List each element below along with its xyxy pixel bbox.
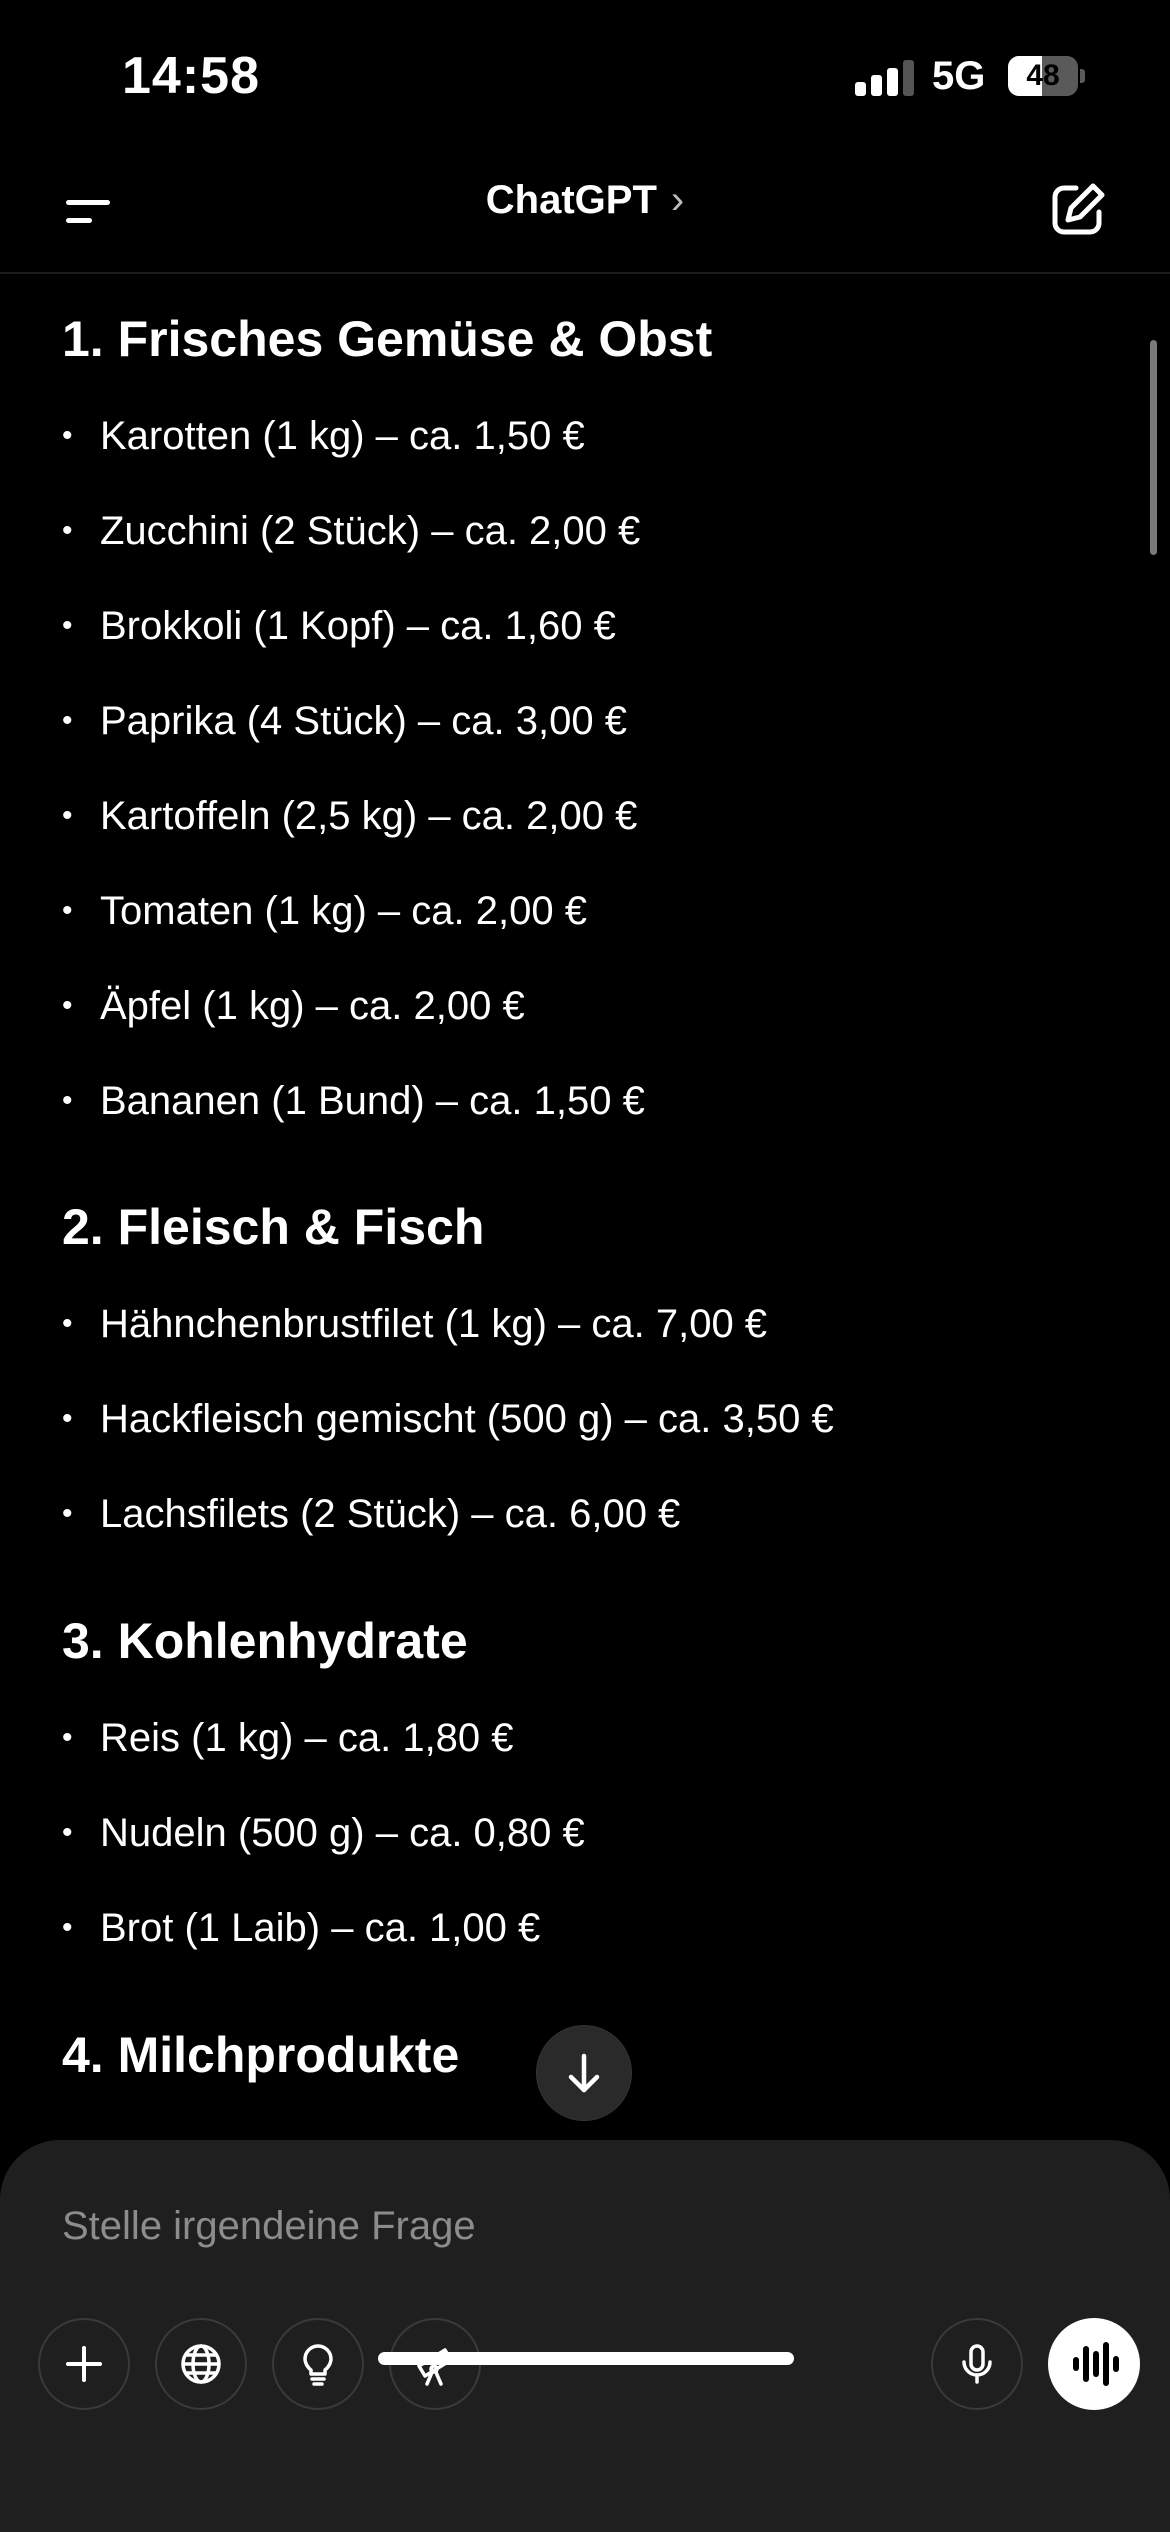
list-item: • Bananen (1 Bund) – ca. 1,50 € [62, 1079, 645, 1123]
message-composer [0, 2140, 1170, 2532]
reason-button[interactable] [272, 2318, 364, 2410]
list-item: • Kartoffeln (2,5 kg) – ca. 2,00 € [62, 794, 638, 838]
scrollbar[interactable] [1150, 340, 1157, 555]
arrow-down-icon [537, 2026, 631, 2120]
status-time: 14:58 [122, 47, 260, 105]
section-heading: 2. Fleisch & Fisch [62, 1199, 485, 1255]
status-bar [0, 0, 1170, 150]
web-search-button[interactable] [155, 2318, 247, 2410]
scroll-to-bottom-button[interactable] [537, 2026, 631, 2120]
list-item: • Brot (1 Laib) – ca. 1,00 € [62, 1906, 541, 1950]
dictation-button[interactable] [931, 2318, 1023, 2410]
model-selector[interactable] [0, 178, 1170, 223]
list-item: • Lachsfilets (2 Stück) – ca. 6,00 € [62, 1492, 681, 1536]
lightbulb-icon [294, 2340, 342, 2388]
new-chat-button[interactable] [1048, 180, 1108, 240]
microphone-icon [953, 2340, 1001, 2388]
edit-icon [1048, 180, 1108, 240]
list-item: • Karotten (1 kg) – ca. 1,50 € [62, 414, 585, 458]
plus-icon [60, 2340, 108, 2388]
app-header [0, 150, 1170, 274]
section-heading: 3. Kohlenhydrate [62, 1613, 468, 1669]
list-item: • Nudeln (500 g) – ca. 0,80 € [62, 1811, 585, 1855]
list-item: • Äpfel (1 kg) – ca. 2,00 € [62, 984, 525, 1028]
globe-icon [177, 2340, 225, 2388]
battery-percentage: 48 [1026, 59, 1060, 92]
home-indicator [378, 2352, 794, 2365]
voice-mode-icon [1048, 2318, 1140, 2410]
add-attachment-button[interactable] [38, 2318, 130, 2410]
cellular-signal-icon [855, 60, 915, 96]
section-heading: 4. Milchprodukte [62, 2027, 460, 2083]
list-item: • Reis (1 kg) – ca. 1,80 € [62, 1716, 514, 1760]
battery-icon [1008, 56, 1082, 96]
list-item: • Brokkoli (1 Kopf) – ca. 1,60 € [62, 604, 616, 648]
app-title: ChatGPT [485, 178, 657, 222]
list-item: • Tomaten (1 kg) – ca. 2,00 € [62, 889, 587, 933]
network-type: 5G [932, 54, 986, 98]
prompt-input[interactable] [62, 2196, 1062, 2256]
list-item: • Zucchini (2 Stück) – ca. 2,00 € [62, 509, 641, 553]
section-heading: 1. Frisches Gemüse & Obst [62, 311, 713, 367]
voice-mode-button[interactable] [1048, 2318, 1140, 2410]
chevron-right-icon: › [670, 178, 685, 222]
list-item: • Hackfleisch gemischt (500 g) – ca. 3,50 € [62, 1397, 834, 1441]
list-item: • Paprika (4 Stück) – ca. 3,00 € [62, 699, 627, 743]
chat-message-content [0, 274, 1170, 2144]
list-item: • Hähnchenbrustfilet (1 kg) – ca. 7,00 € [62, 1302, 768, 1346]
